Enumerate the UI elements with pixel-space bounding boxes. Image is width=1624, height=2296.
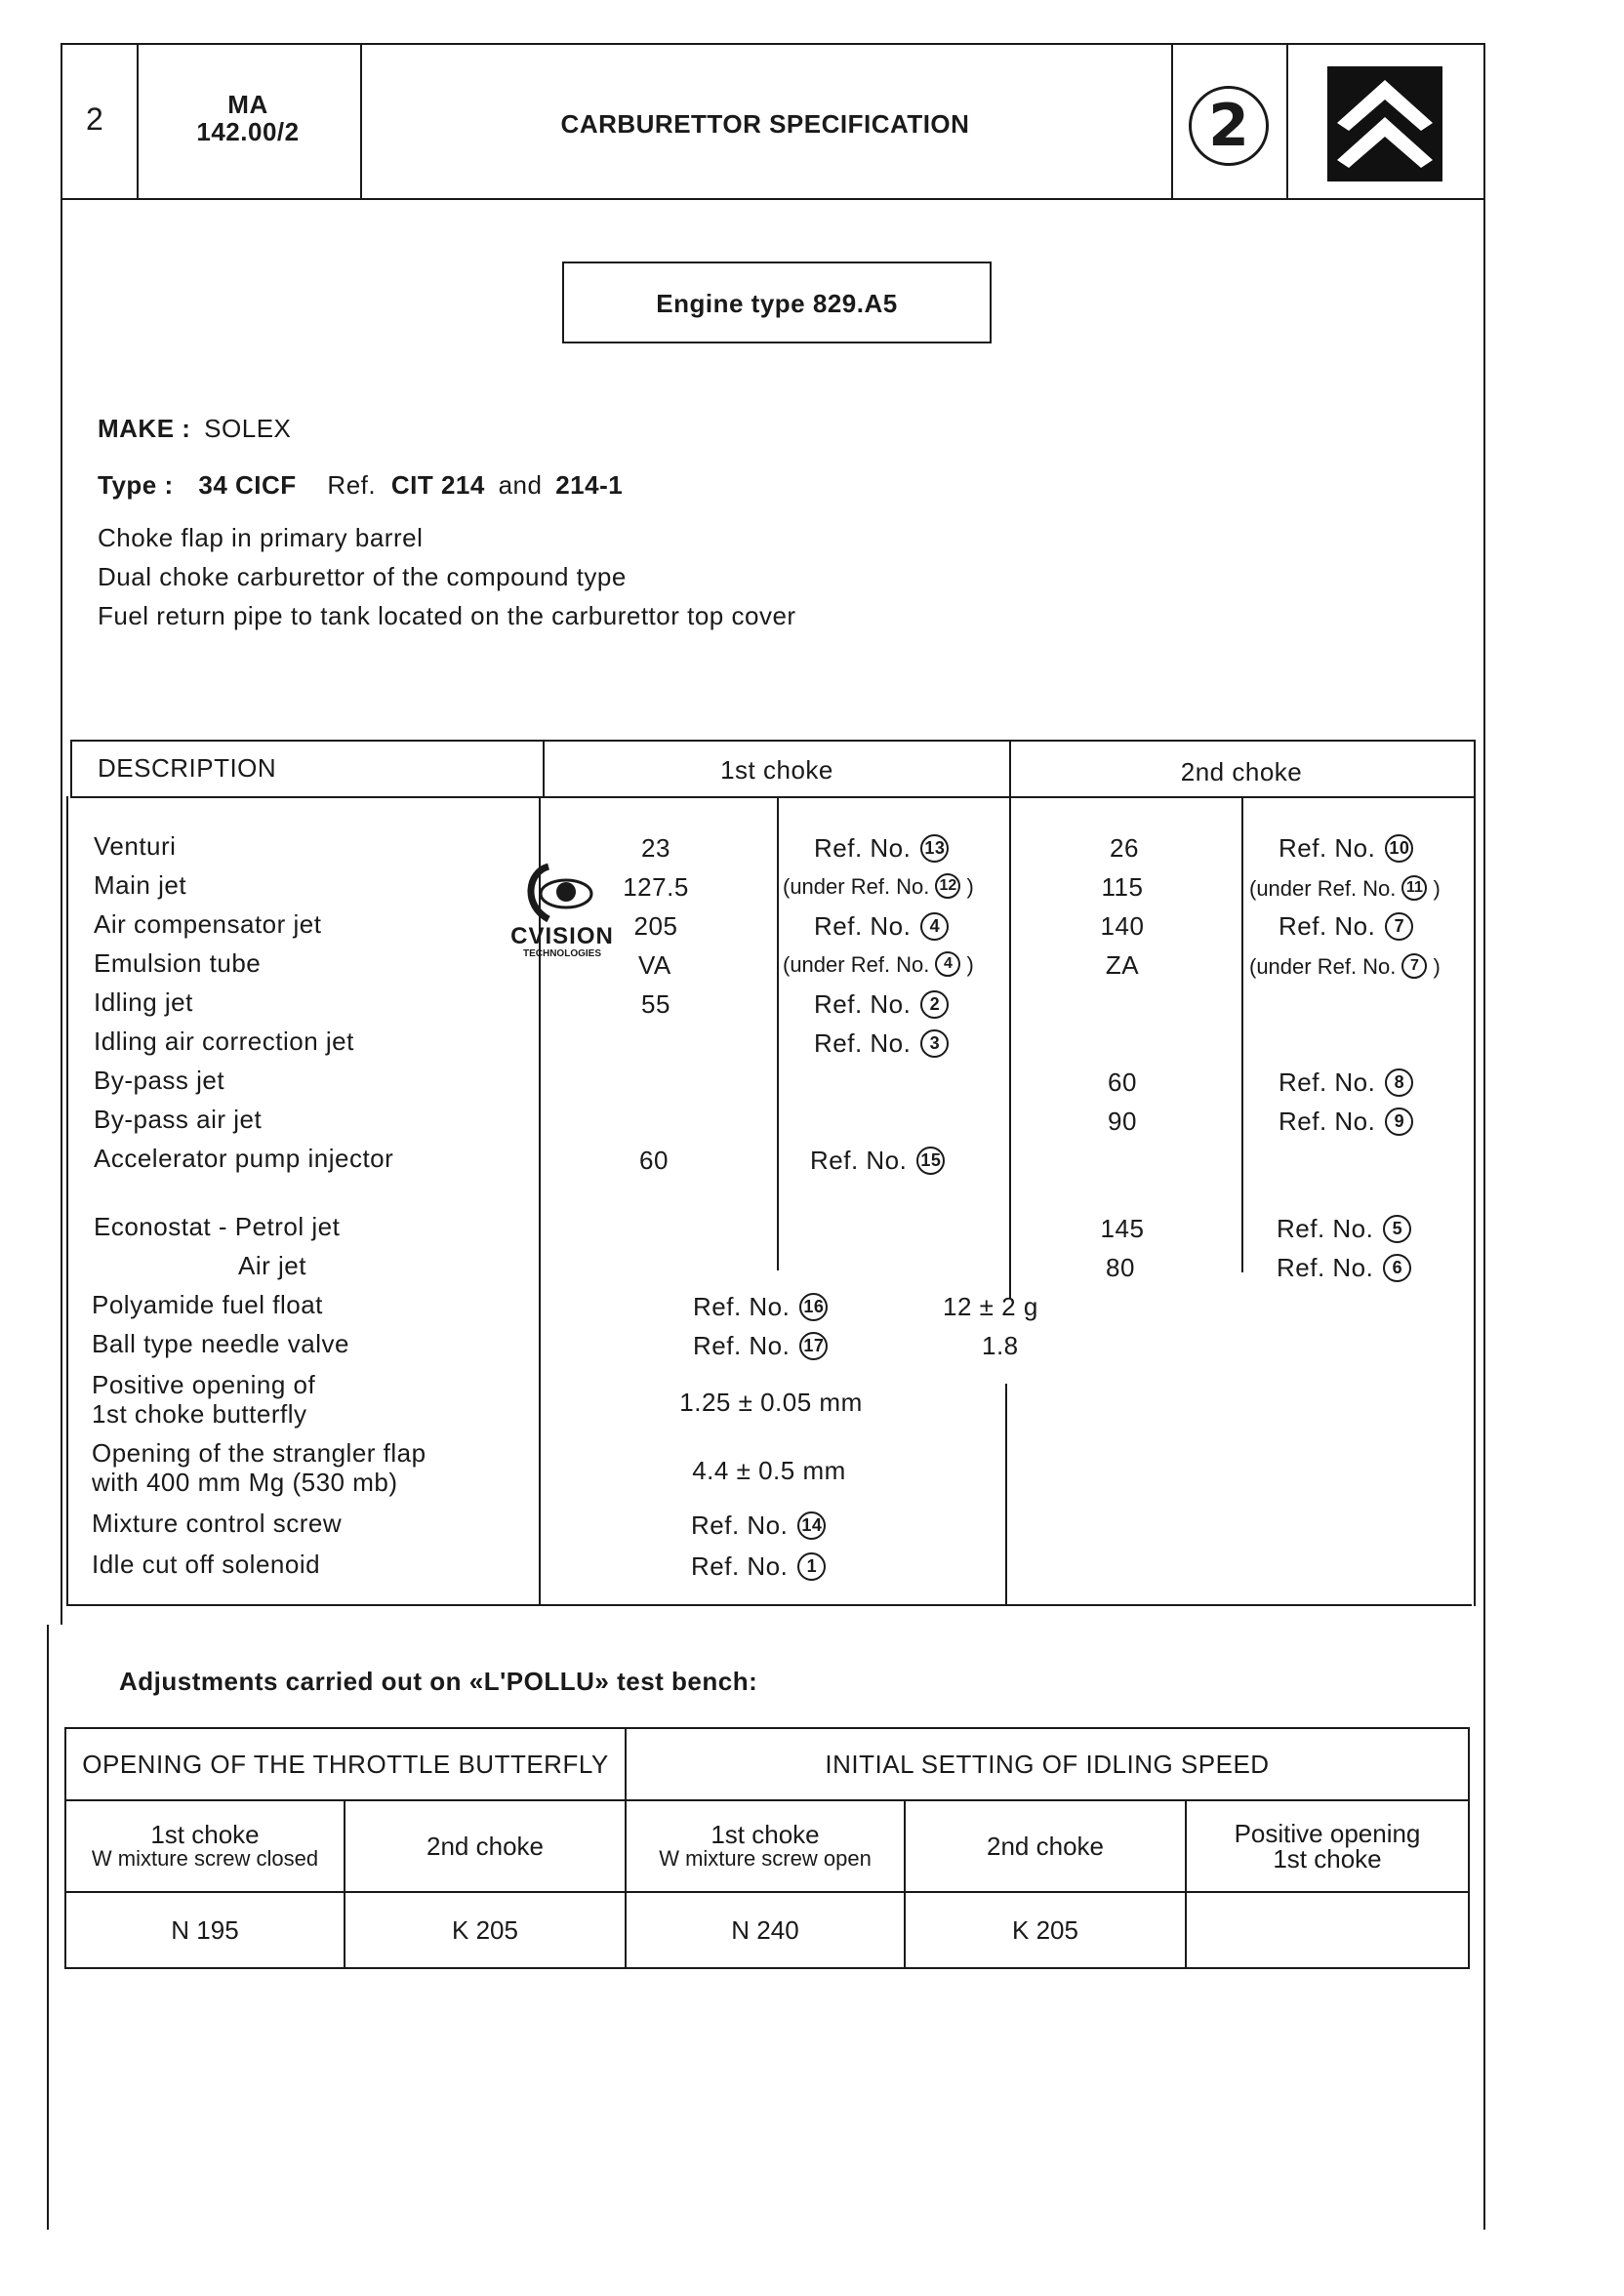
col-header-description: DESCRIPTION bbox=[98, 753, 277, 783]
ref-circle: 17 bbox=[799, 1332, 828, 1360]
type-line bbox=[98, 470, 623, 501]
ref2-econostat-air-jet: Ref. No. 6 bbox=[1277, 1253, 1411, 1284]
col-header-2nd-choke: 2nd choke bbox=[1180, 757, 1303, 786]
col-1st-choke-open: 1st choke W mixture screw open bbox=[659, 1820, 872, 1871]
val1-idling-jet: 55 bbox=[641, 989, 670, 1019]
adjust-value-5 bbox=[1187, 1893, 1468, 1967]
type-ref-value-1: CIT 214 bbox=[390, 470, 485, 500]
val2-venturi: 26 bbox=[1110, 833, 1139, 863]
doc-code-line1: MA bbox=[227, 90, 268, 119]
adjust-value-3: N 240 bbox=[731, 1914, 799, 1945]
desc-econostat-petrol-jet: Econostat - Petrol jet bbox=[94, 1212, 341, 1241]
group-header-idling: INITIAL SETTING OF IDLING SPEED bbox=[825, 1749, 1270, 1779]
ref1-air-compensator-jet: Ref. No. 4 bbox=[814, 911, 949, 943]
desc-bypass-jet: By-pass jet bbox=[94, 1066, 225, 1095]
col-2nd-choke-a: 2nd choke bbox=[426, 1831, 544, 1861]
val1-emulsion-tube: VA bbox=[638, 950, 671, 980]
citroen-logo-icon bbox=[1327, 66, 1442, 181]
section-badge bbox=[1189, 86, 1269, 166]
col-1st-choke-closed: 1st choke W mixture screw closed bbox=[91, 1820, 319, 1871]
desc-positive-opening-l2: 1st choke butterfly bbox=[92, 1399, 307, 1429]
val1-main-jet: 127.5 bbox=[623, 872, 689, 902]
group-header-throttle: OPENING OF THE THROTTLE BUTTERFLY bbox=[82, 1749, 609, 1779]
val-strangler: 4.4 ± 0.5 mm bbox=[692, 1456, 846, 1485]
ref2-main-jet: (under Ref. No. 11 ) bbox=[1249, 876, 1441, 901]
desc-idling-air-correction-jet: Idling air correction jet bbox=[94, 1027, 354, 1056]
ref-circle: 10 bbox=[1385, 834, 1413, 863]
val-positive-opening: 1.25 ± 0.05 mm bbox=[679, 1388, 863, 1417]
val-needle-valve: 1.8 bbox=[982, 1331, 1019, 1360]
col-positive-opening: Positive opening 1st choke bbox=[1234, 1819, 1421, 1873]
val2-econostat-petrol-jet: 145 bbox=[1100, 1214, 1145, 1243]
engine-type: Engine type 829.A5 bbox=[656, 289, 898, 318]
note-1: Choke flap in primary barrel bbox=[98, 523, 424, 552]
desc-fuel-float: Polyamide fuel float bbox=[92, 1290, 323, 1319]
val1-accelerator-pump-injector: 60 bbox=[639, 1146, 669, 1175]
desc-idling-jet: Idling jet bbox=[94, 987, 193, 1017]
adjust-value-4: K 205 bbox=[1012, 1914, 1078, 1945]
ref-circle: 7 bbox=[1385, 912, 1413, 941]
adjust-value-2: K 205 bbox=[452, 1914, 518, 1945]
desc-needle-valve: Ball type needle valve bbox=[92, 1329, 349, 1358]
ref-circle: 15 bbox=[916, 1147, 945, 1175]
ref-circle: 6 bbox=[1383, 1254, 1411, 1282]
ref-circle: 5 bbox=[1383, 1215, 1411, 1243]
ref-circle: 11 bbox=[1401, 875, 1427, 901]
ref1-main-jet: (under Ref. No. 12 ) bbox=[783, 874, 974, 899]
note-3: Fuel return pipe to tank located on the carburettor top cover bbox=[98, 601, 796, 630]
watermark-line1: CVISION bbox=[510, 923, 614, 949]
val-fuel-float: 12 ± 2 g bbox=[943, 1292, 1038, 1321]
ref-circle: 1 bbox=[797, 1552, 826, 1581]
desc-emulsion-tube: Emulsion tube bbox=[94, 948, 262, 978]
make-value: SOLEX bbox=[204, 414, 292, 443]
col-2nd-choke-b: 2nd choke bbox=[987, 1831, 1104, 1861]
adjust-heading: Adjustments carried out on «L'POLLU» test bench: bbox=[119, 1667, 758, 1696]
ref-circle: 12 bbox=[935, 873, 960, 899]
type-ref-value-2: 214-1 bbox=[555, 470, 624, 500]
ref-solenoid: Ref. No. 1 bbox=[691, 1551, 826, 1583]
type-ref-label: Ref. bbox=[327, 470, 377, 500]
ref1-venturi: Ref. No. 13 bbox=[814, 833, 949, 865]
val2-emulsion-tube: ZA bbox=[1105, 950, 1140, 980]
val2-main-jet: 115 bbox=[1101, 872, 1144, 902]
ref-circle: 3 bbox=[920, 1029, 949, 1058]
ref1-accelerator-pump-injector: Ref. No. 15 bbox=[810, 1146, 945, 1177]
col-header-1st-choke: 1st choke bbox=[720, 755, 833, 785]
val2-bypass-jet: 60 bbox=[1108, 1067, 1137, 1097]
desc-positive-opening-l1: Positive opening of bbox=[92, 1370, 316, 1399]
desc-main-jet: Main jet bbox=[94, 870, 187, 900]
ref-circle: 13 bbox=[920, 834, 949, 863]
ref-circle: 8 bbox=[1385, 1068, 1413, 1097]
desc-strangler-l1: Opening of the strangler flap bbox=[92, 1438, 426, 1468]
ref2-econostat-petrol-jet: Ref. No. 5 bbox=[1277, 1214, 1411, 1245]
ref-fuel-float: Ref. No. 16 bbox=[693, 1292, 828, 1323]
ref-circle: 7 bbox=[1401, 953, 1427, 979]
page-title: CARBURETTOR SPECIFICATION bbox=[560, 109, 970, 139]
desc-accelerator-pump-injector: Accelerator pump injector bbox=[94, 1144, 394, 1173]
watermark-line2: TECHNOLOGIES bbox=[522, 948, 601, 959]
ref-circle: 2 bbox=[920, 990, 949, 1019]
type-label: Type : bbox=[98, 470, 174, 500]
ref1-emulsion-tube: (under Ref. No. 4 ) bbox=[783, 952, 974, 977]
adjust-value-1: N 195 bbox=[171, 1914, 239, 1945]
ref-circle: 14 bbox=[797, 1511, 826, 1540]
page-number: 2 bbox=[86, 101, 104, 137]
val2-econostat-air-jet: 80 bbox=[1106, 1253, 1135, 1282]
desc-mixture-screw: Mixture control screw bbox=[92, 1509, 343, 1538]
doc-code-line2: 142.00/2 bbox=[196, 117, 300, 146]
ref2-air-compensator-jet: Ref. No. 7 bbox=[1279, 911, 1413, 943]
cvision-watermark bbox=[500, 863, 625, 970]
eye-logo-icon bbox=[519, 863, 597, 923]
make-line bbox=[98, 414, 291, 444]
ref1-idling-air-correction-jet: Ref. No. 3 bbox=[814, 1028, 949, 1060]
val1-venturi: 23 bbox=[641, 833, 670, 863]
ref2-bypass-jet: Ref. No. 8 bbox=[1279, 1067, 1413, 1099]
desc-bypass-air-jet: By-pass air jet bbox=[94, 1105, 263, 1134]
ref-mixture-screw: Ref. No. 14 bbox=[691, 1511, 826, 1542]
desc-air-compensator-jet: Air compensator jet bbox=[94, 909, 322, 939]
desc-strangler-l2: with 400 mm Mg (530 mb) bbox=[92, 1468, 398, 1497]
val2-bypass-air-jet: 90 bbox=[1108, 1107, 1137, 1136]
ref-circle: 16 bbox=[799, 1293, 828, 1321]
desc-econostat-air-jet: Air jet bbox=[238, 1251, 306, 1280]
type-and: and bbox=[498, 470, 543, 500]
ref2-emulsion-tube: (under Ref. No. 7 ) bbox=[1249, 954, 1441, 979]
val2-air-compensator-jet: 140 bbox=[1100, 911, 1145, 941]
ref1-idling-jet: Ref. No. 2 bbox=[814, 989, 949, 1021]
note-2: Dual choke carburettor of the compound type bbox=[98, 562, 627, 591]
make-label: MAKE : bbox=[98, 414, 191, 443]
desc-venturi: Venturi bbox=[94, 831, 177, 861]
val1-air-compensator-jet: 205 bbox=[633, 911, 678, 941]
ref2-bypass-air-jet: Ref. No. 9 bbox=[1279, 1107, 1413, 1138]
type-model: 34 CICF bbox=[198, 470, 297, 500]
ref-circle: 4 bbox=[935, 951, 960, 977]
desc-solenoid: Idle cut off solenoid bbox=[92, 1550, 321, 1579]
ref2-venturi: Ref. No. 10 bbox=[1279, 833, 1413, 865]
ref-circle: 4 bbox=[920, 912, 949, 941]
section-badge-number: 2 bbox=[1208, 92, 1249, 160]
ref-circle: 9 bbox=[1385, 1108, 1413, 1136]
ref-needle-valve: Ref. No. 17 bbox=[693, 1331, 828, 1362]
